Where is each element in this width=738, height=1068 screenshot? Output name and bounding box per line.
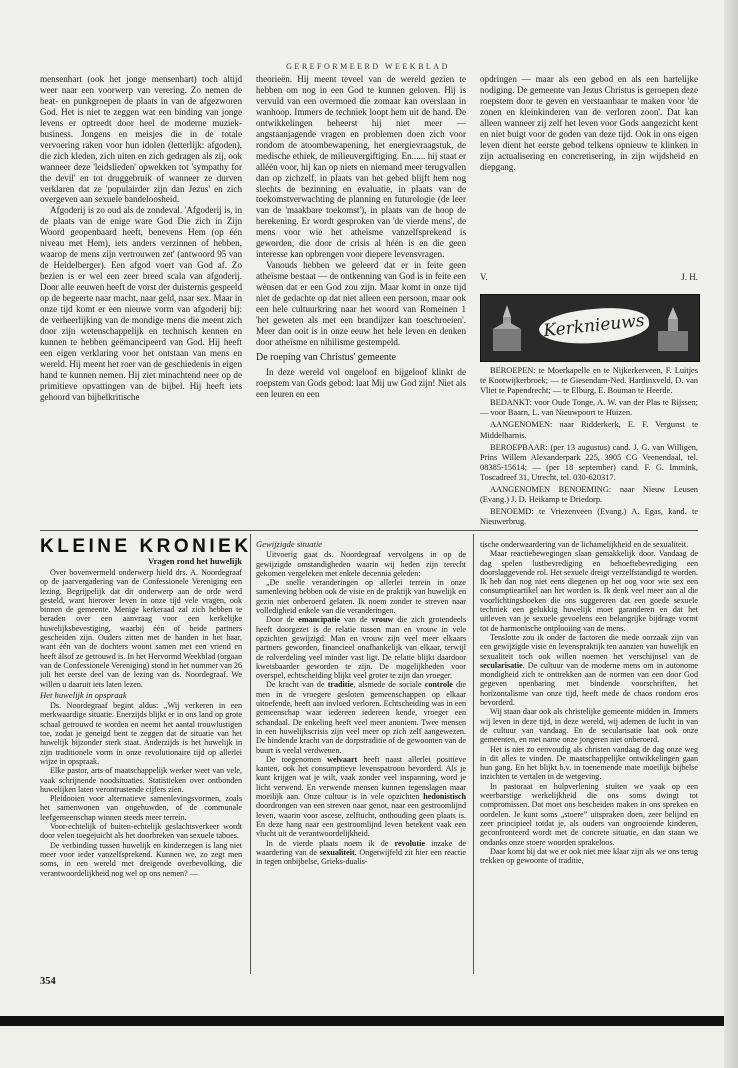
scan-right-edge — [724, 0, 738, 1068]
kerknieuws-item: AANGENOMEN: naar Ridderkerk, E. F. Vergunst te Middelharnis. — [480, 420, 698, 440]
paragraph — [256, 755, 466, 839]
paragraph — [256, 839, 466, 867]
section-heading: Gewijzigde situatie — [256, 540, 323, 549]
article-column-top-left — [40, 74, 242, 514]
bold-term: secularisatie — [480, 660, 523, 670]
kerknieuws-list — [480, 366, 698, 527]
paragraph: In deze wereld vol ongeloof en bijgeloof klinkt de roepstem van Gods gebod: laat Mij uw God zijn! Niet als een leuren en een — [256, 366, 466, 399]
kerknieuws-title: Kerknieuws — [538, 303, 651, 348]
text-run: Tenslotte zou ik onder de factoren die mede oorzaak zijn van een gewijzigde visie en levenspraktijk ten aanzien van huwelijk en sexualiteit toch ook willen noemen het verschijnsel van de — [480, 632, 698, 661]
column-divider — [473, 534, 474, 974]
bold-term: sexualiteit — [319, 847, 355, 857]
paragraph: „De snelle veranderingen op allerlei terrein in onze samenleving hebben ook de visie en de praktijk van huwelijk en gezin niet onberoerd gelaten. Ik noem zonder te streven naar volledigheid enkele van die veranderingen. — [256, 578, 466, 616]
text-run: De toegenomen — [266, 754, 328, 764]
paragraph: Voor-echtelijk of buiten-echtelijk geslachtsverkeer wordt door velen toegejuicht als het doorbreken van sexuele taboes. — [40, 822, 242, 841]
kerknieuws-item: BEROEPBAAR: (per 13 augustus) cand. J. G. van Willigen, Prins Willem Alexanderpark 225, 3905 CG Veenendaal, tel. 08385-15614; — (per 18 september) cand. F. G. Immink, Toscadreef 31, Utrecht, tel. 030-620317. — [480, 442, 698, 482]
signature-left: V. — [480, 272, 488, 282]
text-run: , alsmede de sociale — [353, 680, 425, 690]
paragraph: Ds. Noordegraaf begint aldus: „Wij verkeren in een merkwaardige situatie. Enerzijds blijkt er in ons land op grote schaal getrouwd te worden en neemt het aantal trouwlustigen toe, zodat je geneigd bent te zeggen dat de situatie van het huwelijk bijzonder sterk staat. Anderzijds is het huwelijk in zijn traditionele vorm in onze revolutionaire tijd op allerlei wijze in opspraak. — [40, 701, 242, 766]
column-divider — [250, 534, 251, 974]
paragraph: De verbinding tussen huwelijk en kinderzegen is lang niet meer voor ieder vanzelfsprekend. Kunnen we, zo zegt men soms, in een wereld met dreigende overbevolking, die verantwoordelijkheid nog wel op ons nemen? — — [40, 840, 242, 878]
section-divider — [40, 530, 698, 531]
bold-term: revolutie — [394, 838, 425, 848]
kerknieuws-item: BENOEMD: te Vriezenveen (Evang.) A. Egas, kand. te Nieuwerbrug. — [480, 507, 698, 527]
text-run: van de — [340, 615, 372, 625]
section-heading: Het huwelijk in opspraak — [40, 689, 127, 700]
bold-term: emancipatie — [298, 615, 341, 625]
paragraph: Vanouds hebben we geleerd dat er in feite geen atheïsme bestaat — de ontkenning van God is in feite een wènsen dat er een God zou zijn. Maar komt in onze tijd niet de gedachte op dat niet alleen een persoon, maar ook een hele cultuurkring naar het woord van Romeinen 1 'het geweten als met een brandijzer kan toeschroeien'. Meer dan ooit is in onze eeuw het hele leven en denken door atheïsme en nihilisme gestempeld. — [256, 260, 466, 347]
text-run: . De cultuur van de moderne mens om in autonome mondigheid zich te onttrekken aan de normen van een door God gegeven openbaring met bindende voorschriften, het horizontalisme van onze tijd, heeft mede de chaos rondom eros bevorderd. — [480, 660, 698, 708]
text-run: heeft naast allerlei positieve kanten, ook het consumptieve levenspatroon bevorderd. Als je kunt krijgen wat je wilt, vaak zonder veel inspanning, word je licht verwend. En verwende mensen kunnen tegenslagen maar moeilijk aan. Onze cultuur is in vele opzichten — [256, 754, 466, 802]
paragraph: tische onderwaardering van de lichamelijkheid en de sexualiteit. — [480, 540, 689, 549]
paragraph: theorieën. Hij meent teveel van de wereld gezien te hebben om nog in een God te kunnen geloven. Hij is vervuld van een overmoed die zomaar kan overslaan in wanhoop. Immers de techniek loopt hem uit de hand. De ontwikkelingen beheerst hij niet meer — angstaanjagende vragen en problemen doen zich voor rondom de atoombewapening, het energievraagstuk, de medische ethiek, de milieuvergiftiging. En...... hij staat er alléén voor, hij kan op niets en niemand meer terugvallen dan op zichzelf, in plaats van het gebed blijft hem nog slechts de bezinning en evaluatie, in plaats van de toekomstverwachting de planning en futurologie (de leer van de 'maakbare toekomst'), in plaats van de hoop de berekening. Er wordt gesproken van 'de vierde mens', de mens voor wie het atheïsme vanzelfsprekend is geworden, die door de crisis al héén is en die geen interesse kan opbrengen voor diepere levensvragen. — [256, 74, 466, 260]
text-run: In de vierde plaats noem ik de — [266, 838, 395, 848]
scan-bottom-edge — [0, 1016, 738, 1026]
paragraph: Afgoderij is zo oud als de zondeval. 'Afgoderij is, in de plaats van de enige ware God Die zich in Zijn Woord geopenbaard heeft, benevens Hem (op één niveau met Hem), iets anders verzinnen of hebben, waarop de mens zijn vertrouwen zet' (antwoord 95 van de Heidelberger). Een afgod voert van God af. Zo bezien is er wel een zeer breed scala van afgoderij. Door alle eeuwen heeft de vorst der duisternis gespeeld op de begeerte naar macht, naar geld, naar sex. Maar in onze tijd komt er een nieuwe vorm van afgoderij bij: de verheerlijking van de mondige mens die meent zich door zijn wetenschappelijk en technisch kennen en kunnen te hebben geëmancipeerd van God. Hij heeft een eigen verklaring voor het ontstaan van mens en wereld. Hij meent het roer van de geschiedenis in eigen hand te kunnen nemen. Hij ziet minachtend neer op de primitieve opvattingen van de bijbel. Hij heeft iets gehoord van bijbelkritische — [40, 205, 242, 402]
kerknieuws-item: BEROEPEN: te Moerkapelle en te Nijkerkerveen, F. Luitjes te Kootwijkerbroek; — te Giesendam-Ned. Hardinxveld, D. van Vliet te Papendrecht; — te Elburg, E. Bouman te Heerde. — [480, 366, 698, 396]
bold-term: controle — [424, 680, 453, 690]
bold-term: welvaart — [327, 754, 358, 764]
kerknieuws-item: BEDANKT: voor Oude Tonge, A. W. van der Plas te Rijssen; — voor Baarn, L. van Nieuwpoort te Huizen. — [480, 398, 698, 418]
kleine-kroniek-subtitle: Vragen rond het huwelijk — [148, 556, 242, 566]
article-column-top-right — [480, 74, 698, 284]
section-heading: De roeping van Christus' gemeente — [256, 351, 397, 363]
article-column-bottom-middle — [256, 540, 466, 980]
paragraph: mensenhart (ook het jonge mensenhart) toch altijd weer naar een voorwerp van verering. Zo nemen de beat- en punkgroepen de plaats in van de afgezworen God. Het is niet te zeggen wat een binding van jonge levens er optreedt door heel de moderne muziek-business. Jongens en meisjes die in de totale vervoering raken voor hun idolen (letterlijk: afgoden), die zich kleden, zich uiten en zich gedragen als zij, ook wanneer deze 'leidslieden' opwekken tot 'sympathy for the devil' en tot druggebruik of wanneer ze durven verklaren dat ze 'populairder zijn dan Jezus' en zich overgeven aan sexuele bandeloosheid. — [40, 74, 242, 205]
paragraph: Over bovenvermeld onderwerp hield drs. A. Noordegraaf op de jaarvergadering van de Confessionele Vereniging een lezing. Begrijpelijk dat dit onderwerp aan de orde werd gesteld, want hierover leven in onze tijd vele vragen, ook binnen de gemeente. Menige kerkeraad zal zich hebben te beraden over een aanvraag voor een kerkelijke huwelijksbevestiging, waarbij één of beide partners gescheiden zijn. Ouders zitten met de handen in het haar, want één van de dochters woont samen met een vriend en heeft álsof ze getrouwd is. In het Hervormd Weekblad (orgaan van de Confessionele Vereniging) stond in het nummer van 26 juli het eerste deel van de lezing van ds. Noordegraaf. We willen u daaruit iets laten lezen. — [40, 568, 242, 689]
text-run: die men in de vroegere gesloten gemeenschappen op elkaar uitoefende, heeft aan invloed verloren. Echtscheiding was in een gemeenschap waar iedereen iedereen kende, vroeger een schandaal. De enkeling heeft veel meer anoniem. Twee mensen in een huwelijkscrisis zijn veel meer op zich zelf aangewezen. De bindende kracht van de dorpstraditie of de gewoonten van de buurt is veelal verdwenen. — [256, 680, 466, 755]
kleine-kroniek-title: KLEINE KRONIEK — [40, 536, 252, 557]
paragraph — [256, 680, 466, 754]
article-column-bottom-left — [40, 568, 242, 970]
text-run: die zich grotendeels heeft doorgezet is de relatie tussen man en vrouw in vele opzichten gewijzigd. Man en vrouw zijn veel meer elkaars partners geworden, financieel onafhankelijk van elkaar, terwijl de rolverdeling veel minder vast ligt. De relatie blijkt daardoor kwetsbaarder geworden te zijn. De mogelijkheden voor overspel, echtscheiding blijkt veel groter te zijn dan vroeger. — [256, 615, 466, 681]
paragraph: Het is niet zo eenvoudig als christen vandaag de dag onze weg in dit alles te vinden. De maatschappelijke ontwikkelingen gaan hun gang. En het blijkt b.v. in toenemende mate moeilijk bijbelse inzichten te vertalen in de wetgeving. — [480, 744, 698, 782]
kerknieuws-item: AANGENOMEN BENOEMING: naar Nieuw Leusen (Evang.) J. D. Heikamp te Driedorp. — [480, 485, 698, 505]
text-run: Door de — [266, 615, 299, 625]
paragraph: Elke pastor, arts of maatschappelijk werker weet van vele, vaak schrijnende noodsituaties. Statistieken over ontbonden huwelijken laten verontrustende cijfers zien. — [40, 766, 242, 794]
article-column-bottom-right — [480, 540, 698, 980]
kerknieuws-banner — [480, 294, 700, 362]
church-illustration-icon — [489, 303, 525, 353]
paragraph: Maar reactiebewegingen slaan gemakkelijk door. Vandaag de dag spelen lustbevrediging en behoeftebevrediging een doorslaggevende rol. Het sexuele dreigt verzelfstandigd te worden. Ik heb dan nog niet eens diegenen op het oog voor wie sex een consumptieartikel aan het worden is. Ik denk veel meer aan al die voorlichtingsboeken die ons suggereren dat een goede sexuele techniek een gelukkig huwelijk moet garanderen en dat het uitleven van je sexuele gevoelens een belangrijke bijdrage vormt tot de harmonische ontplooiing van de mens. — [480, 549, 698, 633]
paragraph — [256, 615, 466, 680]
bold-term: hedonistisch — [423, 792, 466, 802]
paragraph — [480, 633, 698, 707]
page-header: GEREFORMEERD WEEKBLAD — [286, 62, 450, 71]
text-run: De kracht van de — [266, 680, 328, 690]
text-run: . Ongetwijfeld zit hier een reactie in tegen onbijbelse, Grieks-dualis- — [256, 847, 466, 867]
page-number: 354 — [40, 976, 56, 987]
paragraph: Daar komt bij dat we er ook niet mee klaar zijn als we ons terug trekken op gewoonte of traditie, — [480, 846, 698, 866]
signature-right: J. H. — [681, 272, 698, 282]
text-run: doordrongen van een streven naar genot, naar een gestroomlijnd leven, waarin voor ascese, zelftucht, onthouding geen plaats is. En deze hang naar een gestroomlijnd leven betekent vaak een vlucht uit de verantwoordelijkheid. — [256, 801, 466, 839]
bold-term: vrouw — [371, 615, 394, 625]
paragraph: opdringen — maar als een gebod en als een hartelijke nodiging. De gemeente van Jezus Christus is geroepen deze roepstem door te geven en verstaanbaar te maken voor 'de zonen en kleinkinderen van de verloren zoon'. Dat kan alleen wanneer zij zelf het leven voor Gods aangezicht kent en niet buigt voor de goden van deze tijd. Ook in ons eigen leven dient het eerste gebod telkens opnieuw te klinken in zijn actualisering en concretisering, in zijn wijdsheid en diepgang. — [480, 74, 698, 172]
bold-term: traditie — [327, 680, 354, 690]
article-column-top-middle — [256, 74, 466, 514]
paragraph: Uitvoerig gaat ds. Noordegraaf vervolgens in op de gewijzigde omstandigheden waarin wij heden zijn terecht gekomen vergeleken met enkele decennia geleden: — [256, 550, 466, 578]
church-illustration-icon — [655, 303, 691, 353]
paragraph: Pleidooien voor alternatieve samenlevingsvormen, zoals het samenwonen van ongehuwden, of de communale leefgemeenschap winnen steeds meer terrein. — [40, 794, 242, 822]
paragraph: Wij staan daar ook als christelijke gemeente midden in. Immers wij leven in deze tijd, in deze wereld, wij ademen de lucht in van de cultuur van vandaag. En de secularisatie laat ook onze gemeenten, en met name onze jongeren niet onberoerd. — [480, 707, 698, 745]
text-run: inzake de waardering van de — [256, 838, 466, 857]
paragraph: In pastoraat en hulpverlening stuiten we vaak op een weerbarstige werkelijkheid die ons soms dwingt tot compromissen. Dat moet ons bescheiden maken in ons spreken en oordelen. Je kunt soms „stoere” uitspraken doen, zeer belijnd en zeer principieel totdat je, als ouders van ongrooiende kinderen, geconfronteerd wordt met de concrete situatie, en dan staan we ondanks onze stoere woorden sprakeloos. — [480, 781, 698, 847]
